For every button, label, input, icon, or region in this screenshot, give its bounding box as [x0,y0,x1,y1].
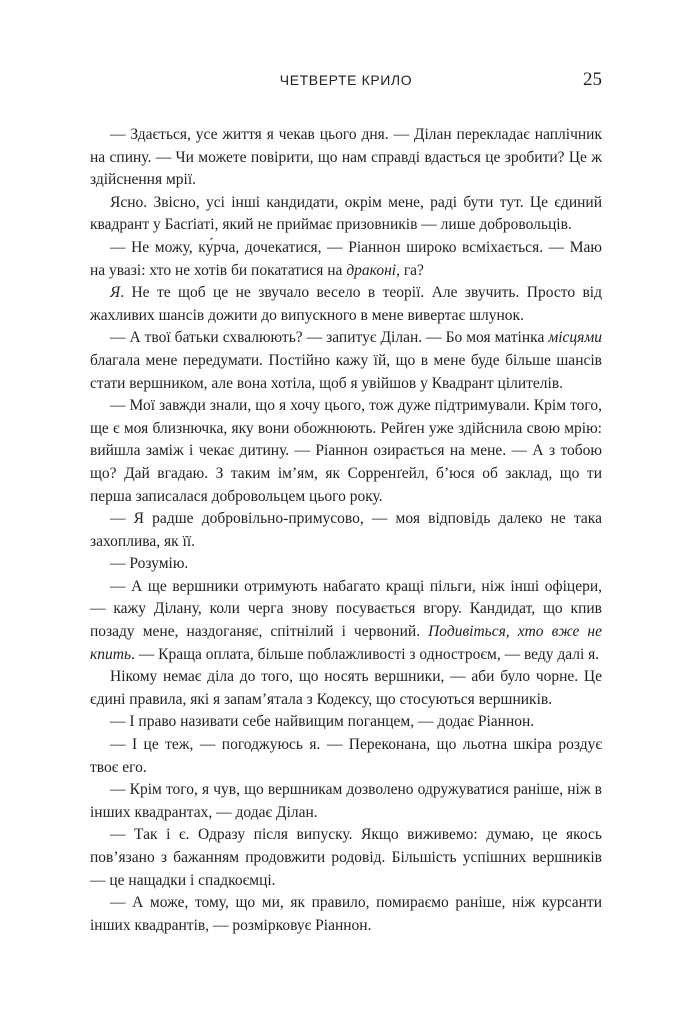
italic-text: Я [110,284,121,302]
text-run: — І це теж, — погоджуюсь я. — Переконана, що льотна шкіра роздує твоє его. [90,736,602,776]
text-run: — Розумію. [110,555,189,573]
paragraph [90,711,602,734]
running-head [90,70,602,94]
text-run: — А може, тому, що ми, як правило, помираємо раніше, ніж курсанти інших квадрантів, — розмірковує Ріаннон. [90,894,602,934]
paragraph [90,237,602,282]
text-body [90,124,602,937]
paragraph [90,553,602,576]
text-run: — Я радше добровільно-примусово, — моя відповідь далеко не така захоплива, як її. [90,510,602,550]
paragraph [90,892,602,937]
text-run: . — Краща оплата, більше поблажливості з однострoєм, — веду далі я. [131,645,600,663]
text-run: — І право називати себе найвищим поганцем, — додає Ріаннон. [110,713,535,731]
paragraph [90,576,602,666]
page-number: 25 [583,69,602,90]
text-run: — Крім того, я чув, що вершникам дозволено одружуватися раніше, ніж в інших квадрантах, — додає Ділан. [90,781,602,821]
text-run: Ясно. Звісно, усі інші кандидати, окрім мене, раді бути тут. Це єдиний квадрант у Басґіаті, який не приймає призовників — лише добровольців. [90,193,602,234]
paragraph [90,124,602,192]
text-run: — Не можу, ку́рча, дочекатися, — Ріаннон широко всміхається. — Маю на увазі: хто не хотів би покататися на [90,238,602,279]
italic-text: Подивіться, хто вже не кпить [90,623,602,663]
text-run: , га? [396,261,424,279]
paragraph [90,508,602,553]
paragraph [90,395,602,508]
paragraph [90,666,602,711]
paragraph [90,327,602,395]
text-run: Нікому немає діла до того, що носять вершники, — аби було чорне. Це єдині правила, які я запам’ятала з Кодексу, що стосуються вершників. [90,668,602,708]
running-title: ЧЕТВЕРТЕ КРИЛО [279,72,413,88]
paragraph [90,734,602,779]
text-run: — А ще вершники отримують набагато кращі пільги, ніж інші офіцери, — кажу Ділану, коли черга знову посувається вгору. Кандидат, що кпив позаду мене, наздоганяє, спітнілий і червоний. [90,577,602,641]
paragraph [90,192,602,237]
text-run: — Мої завжди знали, що я хочу цього, тож дуже підтримували. Крім того, ще є моя близнючка, яку вони обожнюють. Рейґен уже здійснила свою мрію: вийшла заміж і чекає дитину. — Ріаннон озирається на мене. — А з тобою що? Дай вгадаю. З таким ім’ям, як Сорренґейл, б’юся об заклад, що ти перша записалася добровольцем цього року. [90,397,602,505]
text-run: — А твої батьки схвалюють? — запитує Ділан. — Бо моя матінка [110,329,549,347]
text-run: — Здається, усе життя я чекав цього дня. — Ділан перекладає наплічник на спину. — Чи можете повірити, що нам справді вдасться це зробити? Це ж здійснення мрії. [90,126,602,189]
text-run: благала мене передумати. Постійно кажу їй, що в мене буде більше шансів стати вершником, але вона хотіла, щоб я увійшов у Квадрант цілителів. [90,351,602,392]
paragraph [90,779,602,824]
text-run: — Так і є. Одразу після випуску. Якщо виживемо: думаю, це якось пов’язано з бажанням продовжити родовід. Більшість успішних вершників — це нащадки і спадкоємці. [90,826,602,889]
text-run: . Не те щоб це не звучало весело в теорії. Але звучить. Просто від жахливих шансів дожити до випускного в мене вивертає шлунок. [90,284,602,324]
italic-text: драконі [346,261,397,279]
paragraph [90,824,602,892]
italic-text: місцями [548,329,602,347]
paragraph [90,282,602,327]
